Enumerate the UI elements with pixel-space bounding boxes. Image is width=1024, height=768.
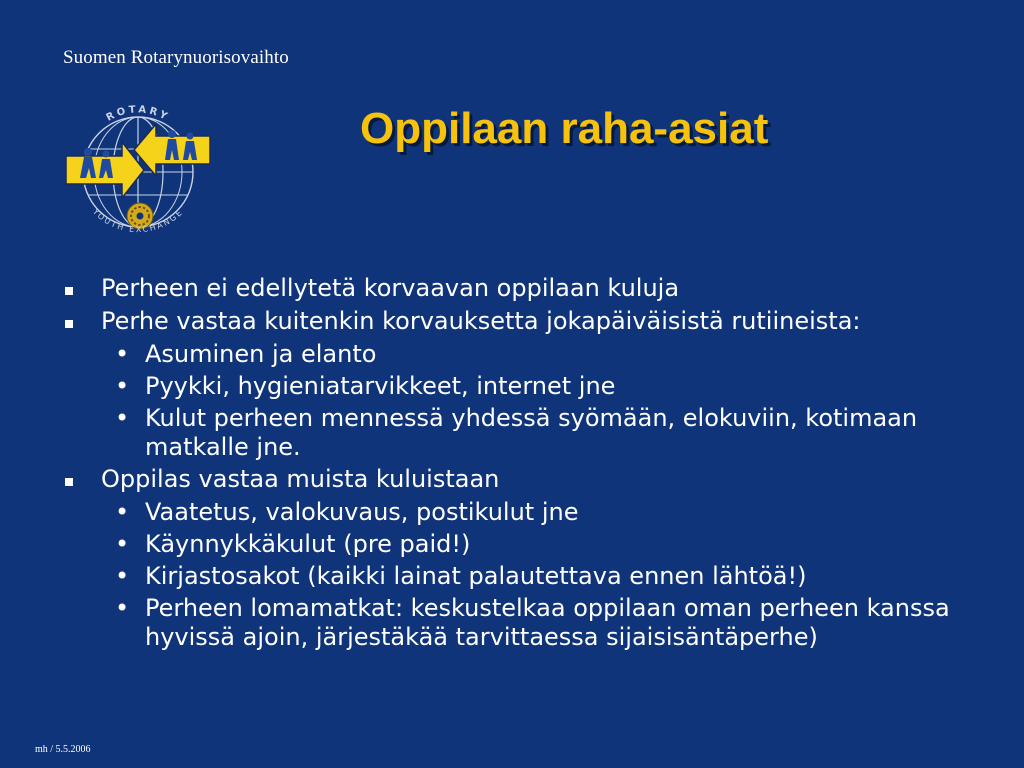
sub-bullet-text: Käynnykkäkulut (pre paid!) [145, 530, 471, 558]
bullet-text: Perheen ei edellytetä korvaavan oppilaan kuluja [101, 274, 680, 302]
sub-bullet-item [62, 498, 962, 527]
dot-bullet-icon: • [115, 562, 130, 590]
bullet-item [62, 274, 962, 303]
sub-bullet-text: Kulut perheen mennessä yhdessä syömään, elokuviin, kotimaan matkalle jne. [145, 404, 918, 461]
square-bullet-icon [65, 478, 73, 486]
sub-bullet-text: Vaatetus, valokuvaus, postikulut jne [145, 498, 579, 526]
logo-top-text: ROTARY [104, 104, 172, 124]
dot-bullet-icon: • [115, 404, 130, 432]
dot-bullet-icon: • [115, 498, 130, 526]
bullet-list [62, 274, 962, 655]
organization-header: Suomen Rotarynuorisovaihto [63, 47, 289, 68]
sub-bullet-text: Pyykki, hygieniatarvikkeet, internet jne [145, 372, 616, 400]
rotary-youth-exchange-logo [58, 92, 218, 252]
sub-bullet-item [62, 594, 962, 652]
bullet-item [62, 465, 962, 494]
square-bullet-icon [65, 287, 73, 295]
sub-bullet-text: Perheen lomamatkat: keskustelkaa oppilaan oman perheen kanssa hyvissä ajoin, järjestäkää tarvittaessa sijaisisäntäperhe) [145, 594, 950, 651]
sub-bullet-item [62, 530, 962, 559]
footer-date: mh / 5.5.2006 [35, 744, 91, 755]
square-bullet-icon [65, 320, 73, 328]
dot-bullet-icon: • [115, 372, 130, 400]
sub-bullet-text: Asuminen ja elanto [145, 340, 377, 368]
dot-bullet-icon: • [115, 594, 130, 622]
sub-bullet-text: Kirjastosakot (kaikki lainat palautettava ennen lähtöä!) [145, 562, 807, 590]
logo-bottom-text: YOUTH EXCHANGE [90, 207, 186, 235]
sub-bullet-item [62, 372, 962, 401]
bullet-text: Perhe vastaa kuitenkin korvauksetta jokapäiväisistä rutiineista: [101, 307, 861, 335]
sub-bullet-item [62, 340, 962, 369]
bullet-text: Oppilas vastaa muista kuluistaan [101, 465, 500, 493]
dot-bullet-icon: • [115, 530, 130, 558]
dot-bullet-icon: • [115, 340, 130, 368]
slide-title: Oppilaan raha-asiat [360, 104, 769, 153]
sub-bullet-item [62, 404, 962, 462]
bullet-item [62, 307, 962, 336]
sub-bullet-item [62, 562, 962, 591]
